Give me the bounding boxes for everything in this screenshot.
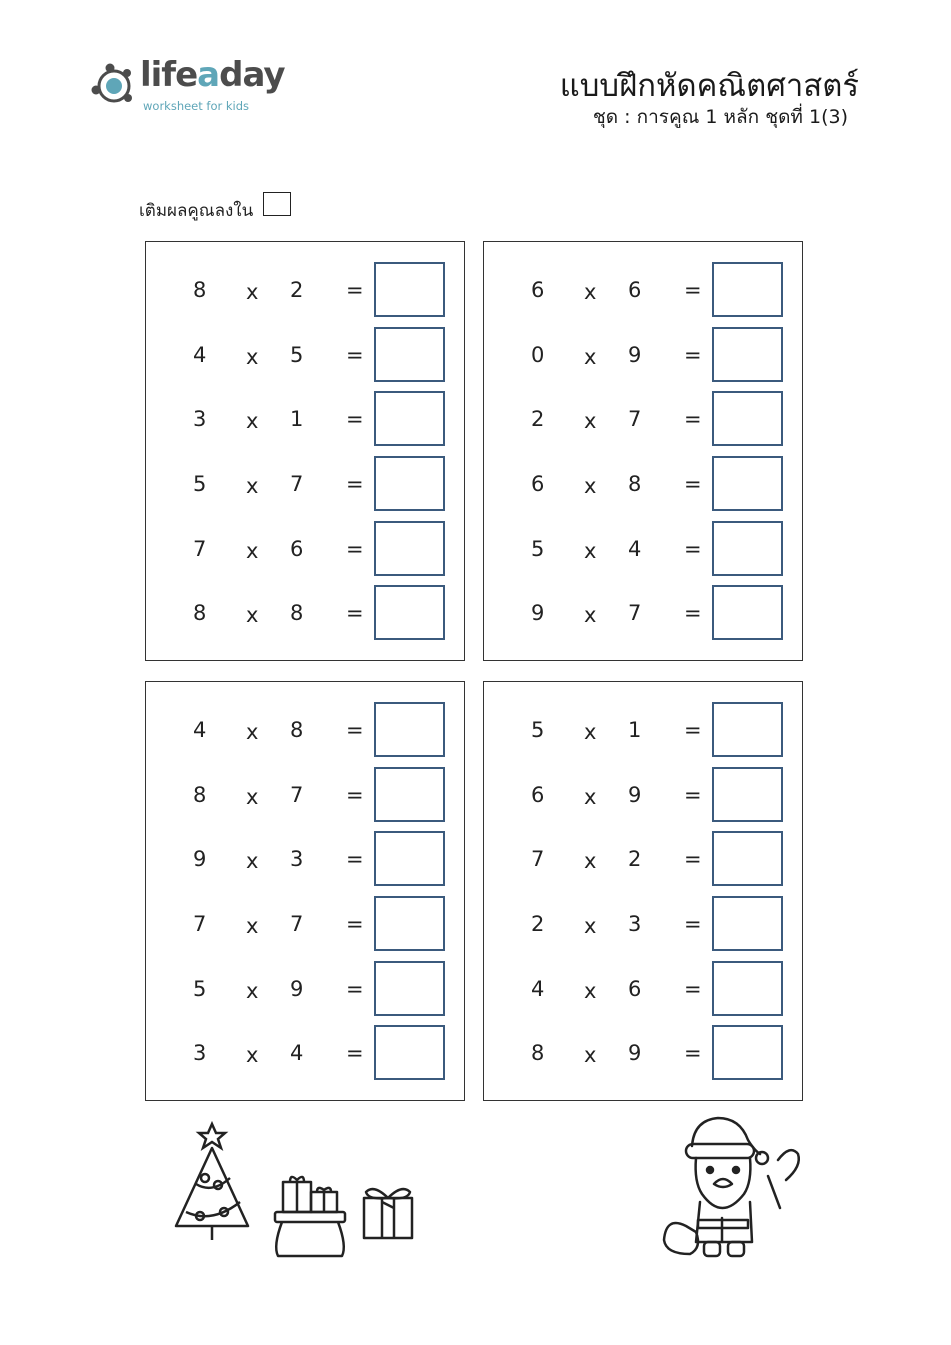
- christmas-tree-icon: [172, 1120, 254, 1245]
- multiply-sign: x: [584, 474, 597, 498]
- multiply-sign: x: [584, 345, 597, 369]
- first-factor: 2: [531, 912, 545, 936]
- multiply-sign: x: [246, 785, 259, 809]
- problem-row: [146, 1025, 464, 1081]
- equals-sign: =: [346, 977, 364, 1001]
- problem-row: [484, 585, 802, 641]
- problem-row: [484, 896, 802, 952]
- problem-row: [484, 702, 802, 758]
- first-factor: 8: [193, 278, 207, 302]
- multiply-sign: x: [584, 720, 597, 744]
- second-factor: 1: [628, 718, 642, 742]
- multiply-sign: x: [246, 914, 259, 938]
- first-factor: 5: [531, 537, 545, 561]
- second-factor: 1: [290, 407, 304, 431]
- problem-panel-4: [483, 681, 803, 1101]
- multiply-sign: x: [584, 849, 597, 873]
- first-factor: 4: [531, 977, 545, 1001]
- equals-sign: =: [684, 977, 702, 1001]
- first-factor: 9: [531, 601, 545, 625]
- multiply-sign: x: [246, 979, 259, 1003]
- equals-sign: =: [684, 783, 702, 807]
- second-factor: 9: [628, 1041, 642, 1065]
- answer-box[interactable]: [374, 262, 445, 317]
- second-factor: 7: [290, 783, 304, 807]
- equals-sign: =: [346, 601, 364, 625]
- answer-box[interactable]: [712, 702, 783, 757]
- second-factor: 7: [290, 472, 304, 496]
- instruction-text: เติมผลคูณลงใน: [139, 201, 254, 221]
- first-factor: 4: [193, 343, 207, 367]
- first-factor: 0: [531, 343, 545, 367]
- multiply-sign: x: [246, 409, 259, 433]
- multiply-sign: x: [246, 345, 259, 369]
- equals-sign: =: [684, 601, 702, 625]
- first-factor: 5: [193, 977, 207, 1001]
- instruction: [139, 197, 291, 224]
- santa-claus-icon: [656, 1110, 806, 1262]
- second-factor: 4: [628, 537, 642, 561]
- gift-box-icon: [360, 1182, 416, 1242]
- problem-row: [146, 456, 464, 512]
- answer-box[interactable]: [374, 896, 445, 951]
- equals-sign: =: [346, 718, 364, 742]
- answer-box[interactable]: [374, 456, 445, 511]
- equals-sign: =: [346, 472, 364, 496]
- problem-row: [146, 702, 464, 758]
- multiply-sign: x: [584, 979, 597, 1003]
- brand-logo: [88, 55, 288, 118]
- answer-box[interactable]: [374, 767, 445, 822]
- multiply-sign: x: [584, 539, 597, 563]
- first-factor: 5: [531, 718, 545, 742]
- equals-sign: =: [684, 407, 702, 431]
- problem-row: [146, 327, 464, 383]
- problem-panel-1: [145, 241, 465, 661]
- answer-box[interactable]: [712, 391, 783, 446]
- multiply-sign: x: [584, 280, 597, 304]
- problem-row: [484, 456, 802, 512]
- first-factor: 7: [531, 847, 545, 871]
- answer-box[interactable]: [712, 327, 783, 382]
- problem-panel-3: [145, 681, 465, 1101]
- first-factor: 6: [531, 472, 545, 496]
- first-factor: 7: [193, 912, 207, 936]
- problem-row: [146, 262, 464, 318]
- first-factor: 7: [193, 537, 207, 561]
- second-factor: 6: [290, 537, 304, 561]
- second-factor: 3: [290, 847, 304, 871]
- second-factor: 9: [628, 783, 642, 807]
- answer-box[interactable]: [374, 585, 445, 640]
- answer-box[interactable]: [712, 767, 783, 822]
- first-factor: 8: [531, 1041, 545, 1065]
- multiply-sign: x: [246, 539, 259, 563]
- first-factor: 5: [193, 472, 207, 496]
- multiply-sign: x: [246, 1043, 259, 1067]
- first-factor: 6: [531, 278, 545, 302]
- second-factor: 7: [290, 912, 304, 936]
- equals-sign: =: [346, 537, 364, 561]
- second-factor: 8: [290, 601, 304, 625]
- second-factor: 5: [290, 343, 304, 367]
- first-factor: 8: [193, 601, 207, 625]
- multiply-sign: x: [584, 1043, 597, 1067]
- equals-sign: =: [346, 407, 364, 431]
- equals-sign: =: [684, 1041, 702, 1065]
- answer-box[interactable]: [712, 961, 783, 1016]
- multiply-sign: x: [246, 720, 259, 744]
- equals-sign: =: [684, 912, 702, 936]
- equals-sign: =: [684, 472, 702, 496]
- first-factor: 8: [193, 783, 207, 807]
- equals-sign: =: [684, 847, 702, 871]
- problem-row: [484, 262, 802, 318]
- sample-answer-box: [263, 192, 291, 216]
- problem-row: [484, 961, 802, 1017]
- first-factor: 3: [193, 1041, 207, 1065]
- answer-box[interactable]: [374, 391, 445, 446]
- second-factor: 9: [290, 977, 304, 1001]
- equals-sign: =: [684, 718, 702, 742]
- answer-box[interactable]: [712, 521, 783, 576]
- second-factor: 6: [628, 977, 642, 1001]
- answer-box[interactable]: [374, 831, 445, 886]
- multiply-sign: x: [246, 474, 259, 498]
- second-factor: 3: [628, 912, 642, 936]
- equals-sign: =: [346, 783, 364, 807]
- second-factor: 7: [628, 407, 642, 431]
- equals-sign: =: [346, 343, 364, 367]
- equals-sign: =: [346, 912, 364, 936]
- second-factor: 2: [290, 278, 304, 302]
- problem-row: [146, 961, 464, 1017]
- first-factor: 6: [531, 783, 545, 807]
- answer-box[interactable]: [712, 456, 783, 511]
- page-subtitle: ชุด : การคูณ 1 หลัก ชุดที่ 1(3): [592, 106, 848, 128]
- problem-row: [146, 585, 464, 641]
- second-factor: 4: [290, 1041, 304, 1065]
- problem-row: [484, 1025, 802, 1081]
- answer-box[interactable]: [712, 831, 783, 886]
- second-factor: 8: [628, 472, 642, 496]
- problem-row: [146, 391, 464, 447]
- equals-sign: =: [684, 278, 702, 302]
- second-factor: 7: [628, 601, 642, 625]
- equals-sign: =: [684, 537, 702, 561]
- answer-box[interactable]: [374, 961, 445, 1016]
- first-factor: 4: [193, 718, 207, 742]
- multiply-sign: x: [584, 914, 597, 938]
- equals-sign: =: [346, 1041, 364, 1065]
- answer-box[interactable]: [712, 262, 783, 317]
- problem-row: [484, 831, 802, 887]
- equals-sign: =: [346, 847, 364, 871]
- answer-box[interactable]: [374, 702, 445, 757]
- multiply-sign: x: [246, 280, 259, 304]
- problem-row: [484, 327, 802, 383]
- second-factor: 2: [628, 847, 642, 871]
- multiply-sign: x: [584, 409, 597, 433]
- second-factor: 8: [290, 718, 304, 742]
- page-title: แบบฝึกหัดคณิตศาสตร์: [559, 68, 859, 104]
- problem-row: [484, 391, 802, 447]
- gift-sack-icon: [270, 1170, 350, 1260]
- problem-row: [146, 767, 464, 823]
- problem-row: [484, 767, 802, 823]
- multiply-sign: x: [246, 603, 259, 627]
- answer-box[interactable]: [374, 327, 445, 382]
- second-factor: 9: [628, 343, 642, 367]
- equals-sign: =: [684, 343, 702, 367]
- equals-sign: =: [346, 278, 364, 302]
- problem-panel-2: [483, 241, 803, 661]
- answer-box[interactable]: [712, 1025, 783, 1080]
- second-factor: 6: [628, 278, 642, 302]
- problem-row: [146, 831, 464, 887]
- answer-box[interactable]: [374, 521, 445, 576]
- problem-row: [484, 521, 802, 577]
- first-factor: 3: [193, 407, 207, 431]
- problem-row: [146, 896, 464, 952]
- multiply-sign: x: [584, 785, 597, 809]
- answer-box[interactable]: [374, 1025, 445, 1080]
- answer-box[interactable]: [712, 896, 783, 951]
- first-factor: 2: [531, 407, 545, 431]
- problem-row: [146, 521, 464, 577]
- answer-box[interactable]: [712, 585, 783, 640]
- logo-molecule-icon: [88, 60, 140, 112]
- multiply-sign: x: [584, 603, 597, 627]
- brand-name: lifeaday: [140, 55, 285, 95]
- multiply-sign: x: [246, 849, 259, 873]
- first-factor: 9: [193, 847, 207, 871]
- brand-tagline: worksheet for kids: [143, 99, 250, 113]
